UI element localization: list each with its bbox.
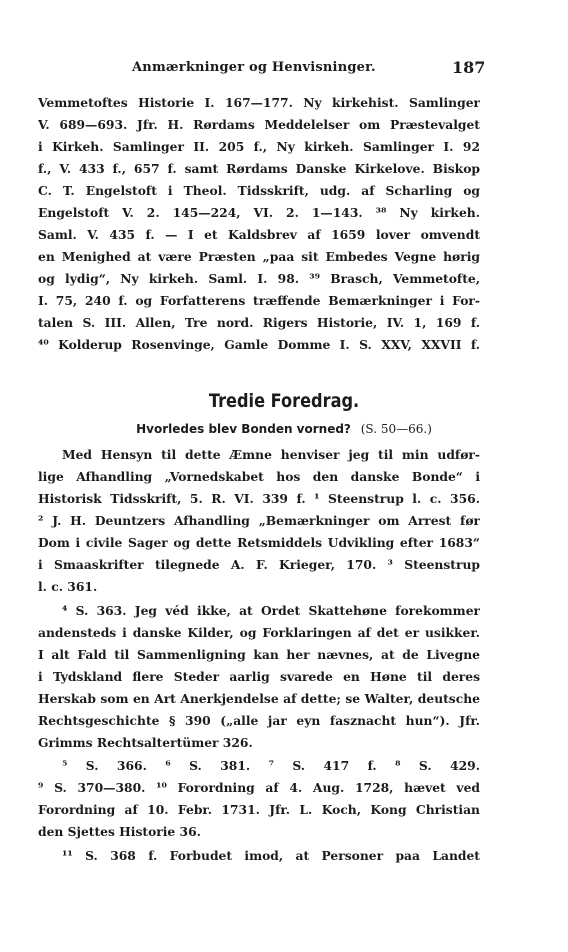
paragraph-3 [38,755,480,843]
text-line: ⁴ S. 363. Jeg véd ikke, at Ordet Skattehøne forekommer [62,603,480,618]
lecture-page-ref: (S. 50—66.) [360,422,432,436]
paragraph-1 [38,444,480,598]
text-line: Herskab som en Art Anerkjendelse af dette; se Walter, deutsche [38,691,480,706]
text-line: Saml. V. 435 f. — I et Kaldsbrev af 1659 lover omvendt [38,227,480,242]
text-line: talen S. III. Allen, Tre nord. Rigers Historie, IV. 1, 169 f. [38,315,480,330]
notes-continued [38,92,480,356]
page-number: 187 [452,58,486,77]
lecture-subheading [0,422,568,436]
text-line: ⁴⁰ Kolderup Rosenvinge, Gamle Domme I. S. XXV, XXVII f. [38,337,480,352]
text-line: C. T. Engelstoft i Theol. Tidsskrift, udg. af Scharling og [38,183,480,198]
text-line: Engelstoft V. 2. 145—224, VI. 2. 1—143. ³⁸ Ny kirkeh. [38,205,480,220]
text-line: Grimms Rechtsaltertümer 326. [38,735,253,750]
text-line: Dom i civile Sager og dette Retsmiddels Udvikling efter 1683“ [38,535,480,550]
lecture-title: Tredie Foredrag. [208,390,360,412]
paragraph-2 [38,600,480,754]
text-line: Rechtsgeschichte § 390 („alle jar eyn fasznacht hun“). Jfr. [38,713,480,728]
text-line: I alt Fald til Sammenligning kan her nævnes, at de Livegne [38,647,480,662]
lecture-question: Hvorledes blev Bonden vorned? [136,422,351,436]
text-line: f., V. 433 f., 657 f. samt Rørdams Danske Kirkelove. Biskop [38,161,480,176]
text-line: l. c. 361. [38,579,98,594]
text-line: V. 689—693. Jfr. H. Rørdams Meddelelser om Præstevalget [38,117,480,132]
text-line: andensteds i danske Kilder, og Forklaringen af det er usikker. [38,625,480,640]
text-line: og lydig“, Ny kirkeh. Saml. I. 98. ³⁹ Brasch, Vemmetofte, [38,271,480,286]
text-line: i Kirkeh. Samlinger II. 205 f., Ny kirkeh. Samlinger I. 92 [38,139,480,154]
text-line: ² J. H. Deuntzers Afhandling „Bemærkninger om Arrest før [38,513,480,528]
text-line: Med Hensyn til dette Æmne henviser jeg til min udfør- [62,447,480,462]
text-line: ⁹ S. 370—380. ¹⁰ Forordning af 4. Aug. 1728, hævet ved [38,780,480,795]
running-title: Anmærkninger og Henvisninger. [132,60,376,75]
text-line: en Menighed at være Præsten „paa sit Embedes Vegne hørig [38,249,480,264]
paragraph-4 [38,845,480,867]
text-line: Forordning af 10. Febr. 1731. Jfr. L. Koch, Kong Christian [38,802,480,817]
text-line: i Smaaskrifter tilegnede A. F. Krieger, 170. ³ Steenstrup [38,557,480,572]
text-line: den Sjettes Historie 36. [38,824,201,839]
text-line: Vemmetoftes Historie I. 167—177. Ny kirkehist. Samlinger [38,95,480,110]
text-line: ⁵ S. 366. ⁶ S. 381. ⁷ S. 417 f. ⁸ S. 429. [62,758,480,773]
text-line: i Tydskland flere Steder aarlig svarede en Høne til deres [38,669,480,684]
page-header [0,60,568,80]
text-line: I. 75, 240 f. og Forfatterens træffende Bemærkninger i For- [38,293,480,308]
text-line: ¹¹ S. 368 f. Forbudet imod, at Personer paa Landet [62,848,480,863]
text-line: Historisk Tidsskrift, 5. R. VI. 339 f. ¹ Steenstrup l. c. 356. [38,491,480,506]
text-line: lige Afhandling „Vornedskabet hos den danske Bonde“ i [38,469,480,484]
